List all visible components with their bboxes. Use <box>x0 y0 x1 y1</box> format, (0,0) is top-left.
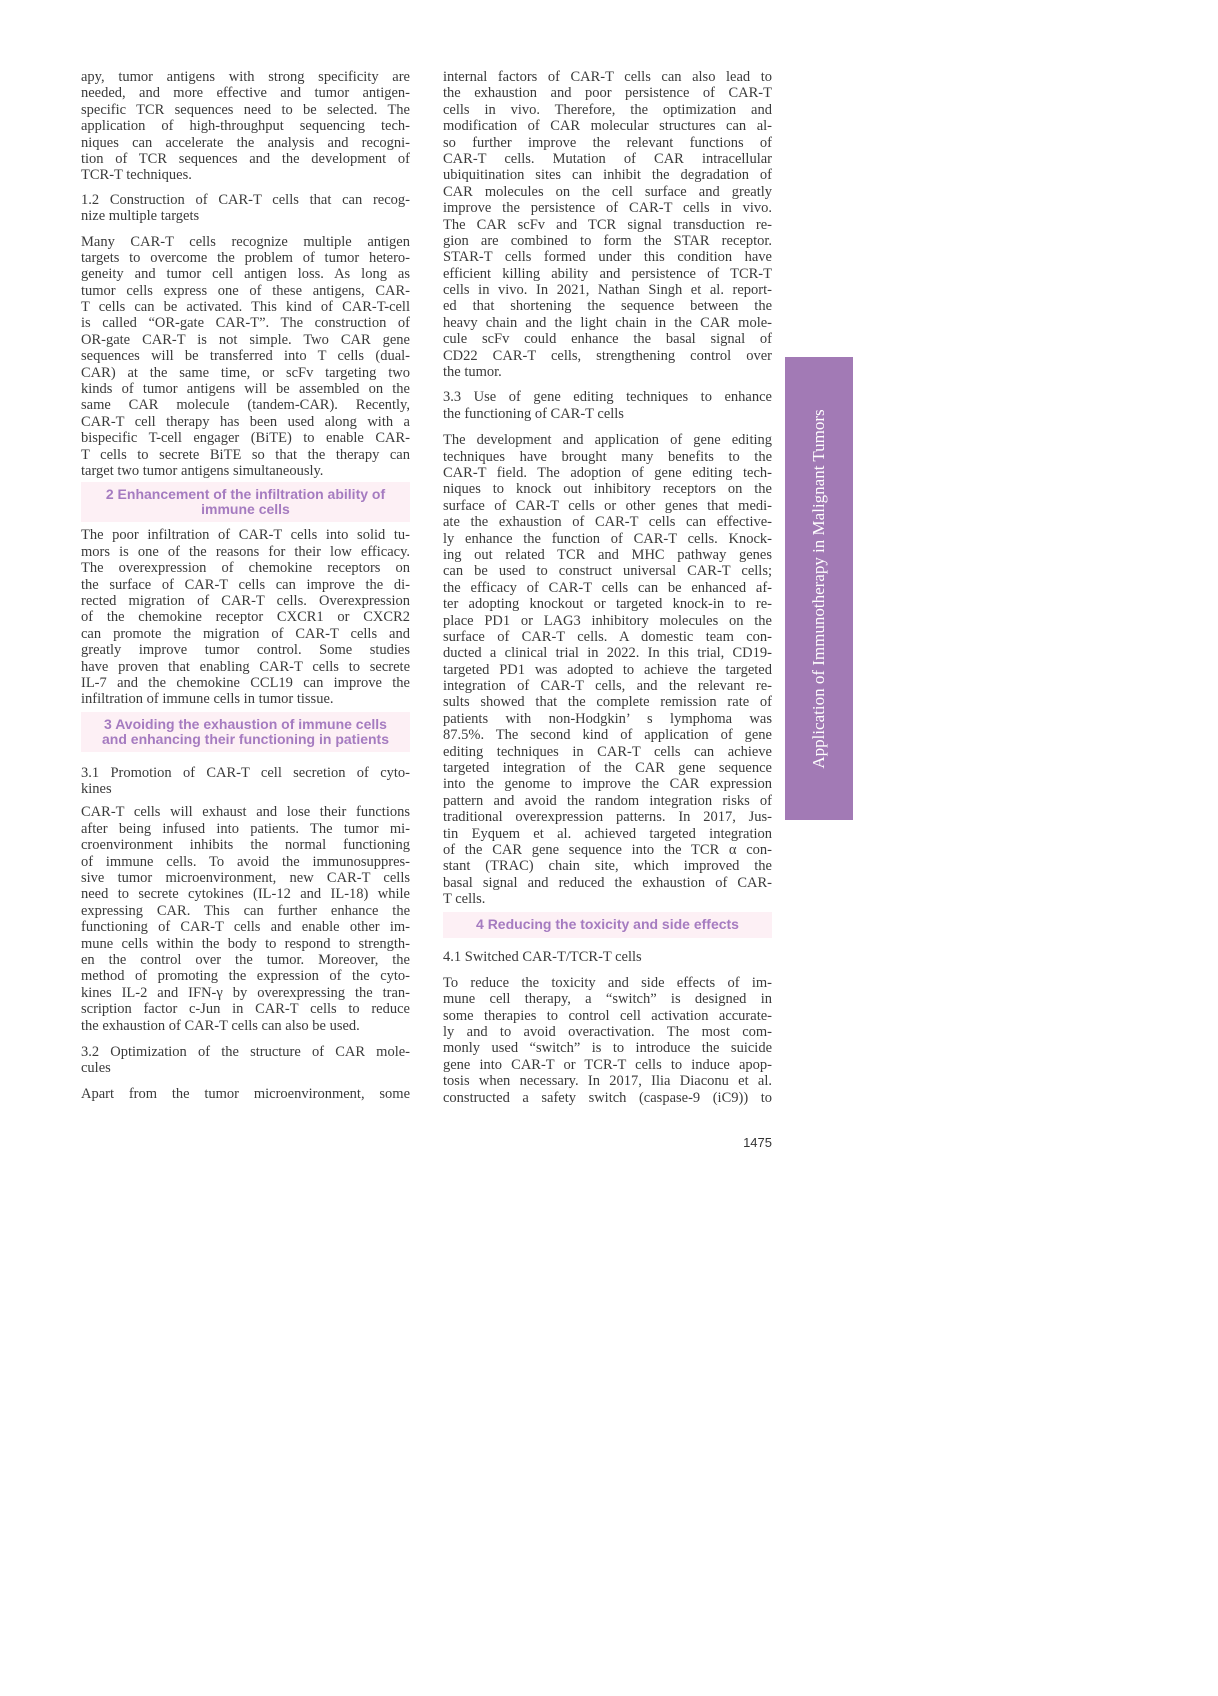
text-line: the tumor. <box>443 364 502 381</box>
text-line: immune cells <box>201 501 290 518</box>
text-line: ubiquitination sites can inhibit the degradation of <box>443 167 772 184</box>
text-line: 1.2 Construction of CAR-T cells that can recog- <box>81 191 410 208</box>
paragraph <box>81 1086 410 1102</box>
text-line: into the genome to improve the CAR expression <box>443 776 772 793</box>
paragraph <box>81 804 410 1033</box>
text-line: croenvironment inhibits the normal functioning <box>81 837 410 854</box>
text-line: constructed a safety switch (caspase-9 (iC9)) to <box>443 1089 772 1106</box>
text-line: cule scFv could enhance the basal signal of <box>443 331 772 348</box>
text-line: CAR-T cells will exhaust and lose their functions <box>81 804 410 821</box>
text-line: integration of CAR-T cells, and the relevant re- <box>443 678 772 695</box>
text-line: is called “OR-gate CAR-T”. The construction of <box>81 315 410 332</box>
running-title: Application of Immunotherapy in Malignant Tumors <box>809 408 828 769</box>
text-line: The CAR scFv and TCR signal transduction re- <box>443 216 772 233</box>
text-line: surface of CAR-T cells or other genes that medi- <box>443 497 772 514</box>
text-line: internal factors of CAR-T cells can also lead to <box>443 69 772 85</box>
text-line: cells in vivo. Therefore, the optimization and <box>443 101 772 118</box>
text-line: mune cells within the body to respond to strength- <box>81 935 410 952</box>
left-column <box>81 69 410 1102</box>
text-line: after being infused into patients. The tumor mi- <box>81 820 410 837</box>
text-line: can promote the migration of CAR-T cells and <box>81 625 410 642</box>
text-line: monly used “switch” is to introduce the suicide <box>443 1040 772 1057</box>
text-line: scription factor c-Jun in CAR-T cells to reduce <box>81 1001 410 1018</box>
text-line: ter adopting knockout or targeted knock-in to re- <box>443 596 772 613</box>
text-line: geneity and tumor cell antigen loss. As long as <box>81 266 410 283</box>
text-line: editing techniques in CAR-T cells can achieve <box>443 743 772 760</box>
text-line: en the control over the tumor. Moreover, the <box>81 951 410 968</box>
subsection-heading-1-2 <box>81 192 410 225</box>
text-line: expressing CAR. This can further enhance the <box>81 902 410 919</box>
text-line: of the chemokine receptor CXCR1 or CXCR2 <box>81 609 410 626</box>
text-line: tumor cells express one of these antigens, CAR- <box>81 282 410 299</box>
text-line: nize multiple targets <box>81 208 200 225</box>
text-line: gene into CAR-T or TCR-T cells to induce apop- <box>443 1056 772 1073</box>
text-line: of the CAR gene sequence into the TCR α con- <box>443 841 772 858</box>
text-line: targeted integration of the CAR gene sequence <box>443 760 772 777</box>
text-line: the exhaustion of CAR-T cells can also be used. <box>81 1017 360 1034</box>
text-line: pattern and avoid the random integration risks of <box>443 792 772 809</box>
text-line: apy, tumor antigens with strong specificity are <box>81 69 410 85</box>
text-line: ly enhance the function of CAR-T cells. Knock- <box>443 530 772 547</box>
paragraph <box>443 975 772 1106</box>
text-line: targets to overcome the problem of tumor hetero- <box>81 249 410 266</box>
text-line: T cells can be activated. This kind of CAR-T-cell <box>81 299 410 316</box>
text-line: the surface of CAR-T cells can improve the di- <box>81 576 410 593</box>
subsection-heading-3-3 <box>443 389 772 422</box>
text-line: need to secrete cytokines (IL-12 and IL-18) while <box>81 886 410 903</box>
text-line: techniques have brought many benefits to the <box>443 448 772 465</box>
text-line: The overexpression of chemokine receptors on <box>81 560 410 577</box>
text-line: infiltration of immune cells in tumor tissue. <box>81 691 334 708</box>
text-line: T cells. <box>443 891 486 908</box>
right-column <box>443 69 772 1106</box>
text-line: IL-7 and the chemokine CCL19 can improve the <box>81 674 410 691</box>
paragraph <box>443 432 772 907</box>
page-number: 1475 <box>743 1135 772 1150</box>
text-line: 3.2 Optimization of the structure of CAR mole- <box>81 1043 410 1060</box>
text-line: sequences will be transferred into T cells (dual- <box>81 348 410 365</box>
text-line: surface of CAR-T cells. A domestic team con- <box>443 628 772 645</box>
text-line: basal signal and reduced the exhaustion of CAR- <box>443 874 772 891</box>
text-line: traditional overexpression patterns. In 2017, Jus- <box>443 809 772 826</box>
text-line: 87.5%. The second kind of application of gene <box>443 727 772 744</box>
text-line: CD22 CAR-T cells, strengthening control over <box>443 347 772 364</box>
text-line: target two tumor antigens simultaneously. <box>81 462 324 479</box>
text-line: STAR-T cells formed under this condition have <box>443 249 772 266</box>
text-line: niques to knock out inhibitory receptors on the <box>443 481 772 498</box>
text-line: of immune cells. To avoid the immunosuppres- <box>81 853 410 870</box>
text-line: gion are combined to form the STAR receptor. <box>443 232 772 249</box>
text-line: the functioning of CAR-T cells <box>443 405 624 422</box>
text-line: sive tumor microenvironment, new CAR-T cells <box>81 870 410 887</box>
text-line: functioning of CAR-T cells and enable other im- <box>81 919 410 936</box>
text-line: The development and application of gene editing <box>443 432 772 449</box>
text-line: 3.3 Use of gene editing techniques to enhance <box>443 389 772 406</box>
text-line: TCR-T techniques. <box>81 167 192 184</box>
text-line: can be used to construct universal CAR-T cells; <box>443 563 772 580</box>
paragraph <box>443 69 772 380</box>
text-line: tin Eyquem et al. achieved targeted integration <box>443 825 772 842</box>
text-line: CAR-T field. The adoption of gene editing tech- <box>443 464 772 481</box>
text-line: CAR-T cells. Mutation of CAR intracellular <box>443 150 772 167</box>
text-line: ducted a clinical trial in 2022. In this trial, CD19- <box>443 645 772 662</box>
text-line: ate the exhaustion of CAR-T cells can effective- <box>443 514 772 531</box>
text-line: greatly improve tumor control. Some studies <box>81 642 410 659</box>
text-line: bispecific T-cell engager (BiTE) to enable CAR- <box>81 430 410 447</box>
paragraph <box>81 527 410 707</box>
text-line: ed that shortening the sequence between the <box>443 298 772 315</box>
text-line: mors is one of the reasons for their low efficacy. <box>81 543 410 560</box>
text-line: Apart from the tumor microenvironment, some <box>81 1085 410 1102</box>
text-line: efficient killing ability and persistence of TCR-T <box>443 265 772 282</box>
text-line: improve the persistence of CAR-T cells in vivo. <box>443 200 772 217</box>
text-line: the efficacy of CAR-T cells can be enhanced af- <box>443 579 772 596</box>
text-line: mune cell therapy, a “switch” is designed in <box>443 991 772 1008</box>
text-line: and enhancing their functioning in patients <box>102 730 389 747</box>
subsection-heading-3-1 <box>81 765 410 798</box>
text-line: Many CAR-T cells recognize multiple antigen <box>81 233 410 250</box>
section-heading-2 <box>81 482 410 522</box>
text-line: have proven that enabling CAR-T cells to secrete <box>81 658 410 675</box>
subsection-heading-4-1 <box>443 949 772 965</box>
text-line: 4 Reducing the toxicity and side effects <box>476 915 739 932</box>
text-line: place PD1 or LAG3 inhibitory molecules on the <box>443 612 772 629</box>
text-line: needed, and more effective and tumor antigen- <box>81 85 410 102</box>
text-line: T cells to secrete BiTE so that the therapy can <box>81 446 410 463</box>
text-line: CAR molecules on the cell surface and greatly <box>443 183 772 200</box>
text-line: patients with non-Hodgkin’ s lymphoma was <box>443 710 772 727</box>
text-line: tosis when necessary. In 2017, Ilia Diaconu et al. <box>443 1073 772 1090</box>
text-line: To reduce the toxicity and side effects of im- <box>443 974 772 991</box>
text-line: the exhaustion and poor persistence of CAR-T <box>443 85 772 102</box>
text-line: OR-gate CAR-T is not simple. Two CAR gene <box>81 331 410 348</box>
text-line: 3.1 Promotion of CAR-T cell secretion of cyto- <box>81 764 410 781</box>
text-line: sults showed that the complete remission rate of <box>443 694 772 711</box>
text-line: so further improve the relevant functions of <box>443 134 772 151</box>
section-heading-4 <box>443 912 772 938</box>
text-line: 2 Enhancement of the infiltration ability of <box>105 486 386 503</box>
text-line: tion of TCR sequences and the development of <box>81 150 410 167</box>
text-line: 3 Avoiding the exhaustion of immune cells <box>104 715 387 732</box>
paragraph <box>81 234 410 480</box>
text-line: cules <box>81 1060 111 1077</box>
text-line: heavy chain and the light chain in the CAR mole- <box>443 314 772 331</box>
text-line: cells in vivo. In 2021, Nathan Singh et al. report- <box>443 282 772 299</box>
text-line: 4.1 Switched CAR-T/TCR-T cells <box>443 948 642 965</box>
text-line: CAR-T cell therapy has been used along with a <box>81 413 410 430</box>
text-line: stant (TRAC) chain site, which improved the <box>443 858 772 875</box>
text-line: same CAR molecule (tandem-CAR). Recently, <box>81 397 410 414</box>
text-line: application of high-throughput sequencing tech- <box>81 118 410 135</box>
section-heading-3 <box>81 712 410 752</box>
paragraph <box>81 69 410 184</box>
text-line: The poor infiltration of CAR-T cells into solid tu- <box>81 527 410 544</box>
text-line: niques can accelerate the analysis and recogni- <box>81 134 410 151</box>
text-line: ing out related TCR and MHC pathway genes <box>443 546 772 563</box>
text-line: method of promoting the expression of the cyto- <box>81 968 410 985</box>
subsection-heading-3-2 <box>81 1044 410 1077</box>
text-line: some therapies to control cell activation accurate- <box>443 1007 772 1024</box>
running-title-tab <box>785 357 853 820</box>
text-line: modification of CAR molecular structures can al- <box>443 118 772 135</box>
text-line: kines IL-2 and IFN-γ by overexpressing the tran- <box>81 984 410 1001</box>
text-line: targeted PD1 was adopted to achieve the targeted <box>443 661 772 678</box>
text-line: kinds of tumor antigens will be assembled on the <box>81 381 410 398</box>
text-line: specific TCR sequences need to be selected. The <box>81 101 410 118</box>
text-line: rected migration of CAR-T cells. Overexpression <box>81 592 410 609</box>
text-line: ly and to avoid overactivation. The most com- <box>443 1024 772 1041</box>
text-line: kines <box>81 781 112 798</box>
text-line: CAR) at the same time, or scFv targeting two <box>81 364 410 381</box>
